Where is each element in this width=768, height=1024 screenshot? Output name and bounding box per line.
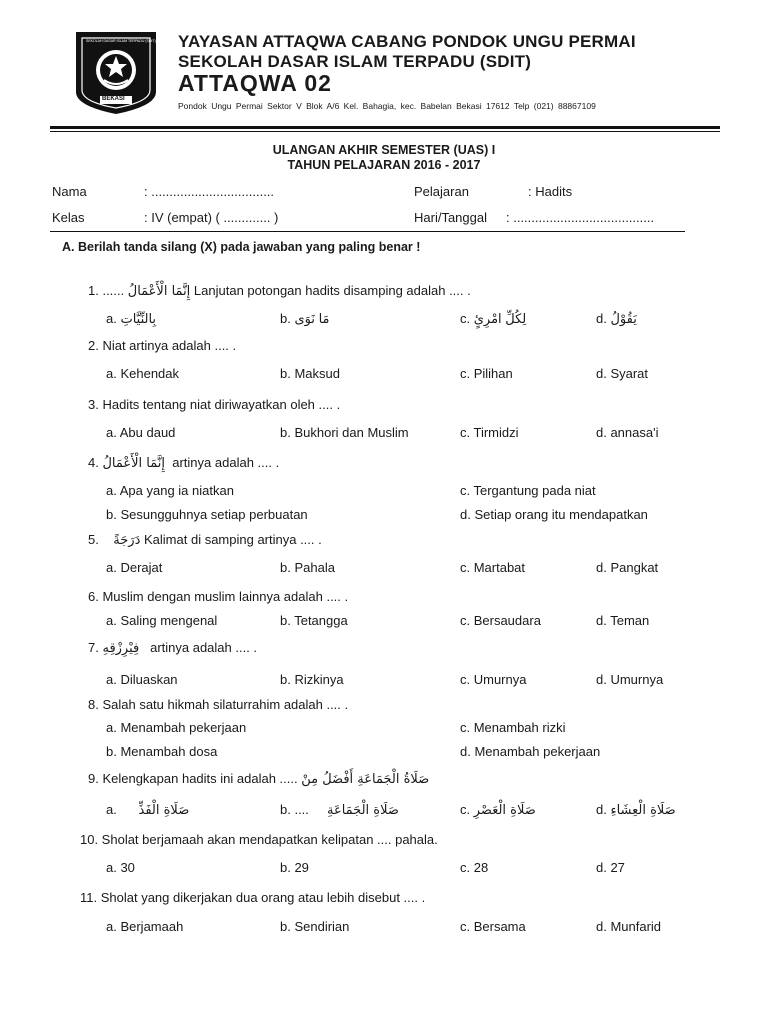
question-9-arabic: صَلَاةُ الْجَمَاعَةِ أَفْضَلُ مِنْ (301, 772, 430, 787)
question-5: 5. دَرَجَةً Kalimat di samping artinya .... . (88, 532, 322, 548)
question-7: 7. فِيْرِزْقِهِ artinya adalah .... . (88, 640, 258, 656)
q10-option-a[interactable]: a. 30 (106, 860, 135, 875)
kelas-label: Kelas (52, 210, 85, 225)
q3-option-c[interactable]: c. Tirmidzi (460, 425, 519, 440)
q5-option-a[interactable]: a. Derajat (106, 560, 163, 575)
q1-option-d[interactable]: d. يَقُوْلُ (596, 311, 637, 326)
q5-option-d[interactable]: d. Pangkat (596, 560, 659, 575)
q7-option-a[interactable]: a. Diluaskan (106, 672, 178, 687)
kelas-field[interactable]: : IV (empat) ( ............. ) (144, 210, 279, 225)
q1-option-b[interactable]: b. مَا نَوَى (280, 311, 330, 326)
q4-option-a[interactable]: a. Apa yang ia niatkan (106, 483, 234, 498)
q11-option-d[interactable]: d. Munfarid (596, 919, 662, 934)
question-7-arabic: فِيْرِزْقِهِ (102, 641, 140, 656)
q1-option-c[interactable]: c. لِكُلِّ امْرِئٍ (460, 311, 527, 326)
hari-label: Hari/Tanggal (414, 210, 487, 225)
header-divider-thick (50, 126, 720, 129)
q8-option-c[interactable]: c. Menambah rizki (460, 720, 566, 735)
exam-year: TAHUN PELAJARAN 2016 - 2017 (287, 158, 481, 172)
q9-option-a[interactable]: a. صَلَاةِ الْفَذِّ (106, 802, 190, 818)
q1-option-a[interactable]: a. بِالنِّيَّاتِ (106, 311, 157, 326)
logo-top-text: SEKOLAH DASAR ISLAM TERPADU (SDIT) ATTAQWA (86, 39, 174, 43)
foundation-name: YAYASAN ATTAQWA CABANG PONDOK UNGU PERMAI (178, 32, 636, 51)
q6-option-b[interactable]: b. Tetangga (280, 613, 348, 628)
q2-option-a[interactable]: a. Kehendak (106, 366, 180, 381)
q11-option-a[interactable]: a. Berjamaah (106, 919, 184, 934)
pelajaran-value: : Hadits (528, 184, 573, 199)
hari-field[interactable]: : ....................................... (506, 210, 655, 225)
q3-option-b[interactable]: b. Bukhori dan Muslim (280, 425, 409, 440)
school-name: SEKOLAH DASAR ISLAM TERPADU (SDIT) (178, 52, 532, 71)
question-4-arabic: إِنَّمَا الْأَعْمَالُ (102, 456, 166, 471)
q2-option-d[interactable]: d. Syarat (596, 366, 649, 381)
q11-option-b[interactable]: b. Sendirian (280, 919, 350, 934)
q2-option-b[interactable]: b. Maksud (280, 366, 340, 381)
q6-option-a[interactable]: a. Saling mengenal (106, 613, 218, 628)
q10-option-b[interactable]: b. 29 (280, 860, 309, 875)
question-2: 2. Niat artinya adalah .... . (88, 338, 237, 353)
info-divider (50, 231, 685, 232)
school-emblem-icon (74, 30, 174, 116)
q8-option-b[interactable]: b. Menambah dosa (106, 744, 218, 759)
question-9: 9. Kelengkapan hadits ini adalah ..... صَلَاةُ الْجَمَاعَةِ أَفْضَلُ مِنْ (88, 771, 430, 787)
question-4: 4. إِنَّمَا الْأَعْمَالُ artinya adalah .... . (88, 455, 280, 471)
question-11: 11. Sholat yang dikerjakan dua orang atau lebih disebut .... . (80, 890, 426, 905)
q5-option-b[interactable]: b. Pahala (280, 560, 335, 575)
q10-option-d[interactable]: d. 27 (596, 860, 625, 875)
q7-option-d[interactable]: d. Umurnya (596, 672, 664, 687)
header-divider-thin (50, 131, 720, 132)
school-branch: ATTAQWA 02 (178, 70, 332, 96)
q8-option-d[interactable]: d. Menambah pekerjaan (460, 744, 601, 759)
question-3: 3. Hadits tentang niat diriwayatkan oleh .... . (88, 397, 341, 412)
q4-option-c[interactable]: c. Tergantung pada niat (460, 483, 596, 498)
question-8: 8. Salah satu hikmah silaturrahim adalah .... . (88, 697, 349, 712)
question-5-arabic: دَرَجَةً (113, 533, 141, 548)
q2-option-c[interactable]: c. Pilihan (460, 366, 513, 381)
q9-option-d[interactable]: d. صَلَاةِ الْعِشَاءِ (596, 802, 676, 818)
q10-option-c[interactable]: c. 28 (460, 860, 489, 875)
q9-option-b[interactable]: b. .... صَلَاةِ الْجَمَاعَةِ (280, 802, 399, 818)
q5-option-c[interactable]: c. Martabat (460, 560, 526, 575)
question-10: 10. Sholat berjamaah akan mendapatkan kelipatan .... pahala. (80, 832, 438, 847)
logo-bottom-text: BEKASI (102, 96, 125, 102)
instruction: A. Berilah tanda silang (X) pada jawaban yang paling benar ! (62, 240, 421, 254)
q6-option-d[interactable]: d. Teman (596, 613, 650, 628)
nama-field[interactable]: : .................................. (144, 184, 275, 199)
q4-option-b[interactable]: b. Sesungguhnya setiap perbuatan (106, 507, 308, 522)
q11-option-c[interactable]: c. Bersama (460, 919, 526, 934)
q4-option-d[interactable]: d. Setiap orang itu mendapatkan (460, 507, 648, 522)
q7-option-c[interactable]: c. Umurnya (460, 672, 527, 687)
pelajaran-label: Pelajaran (414, 184, 469, 199)
school-address: Pondok Ungu Permai Sektor V Blok A/6 Kel. Bahagia, kec. Babelan Bekasi 17612 Telp (021) 88867109 (178, 101, 596, 111)
q3-option-d[interactable]: d. annasa'i (596, 425, 659, 440)
exam-title: ULANGAN AKHIR SEMESTER (UAS) I (272, 143, 496, 157)
question-6: 6. Muslim dengan muslim lainnya adalah .... . (88, 589, 349, 604)
q6-option-c[interactable]: c. Bersaudara (460, 613, 541, 628)
q9-option-c[interactable]: c. صَلَاةِ الْعَصْرِ (460, 802, 536, 818)
q8-option-a[interactable]: a. Menambah pekerjaan (106, 720, 247, 735)
q7-option-b[interactable]: b. Rizkinya (280, 672, 344, 687)
nama-label: Nama (52, 184, 87, 199)
q3-option-a[interactable]: a. Abu daud (106, 425, 176, 440)
question-1-arabic: إِنَّمَا الْأَعْمَالُ (127, 284, 191, 299)
question-1: 1. ...... إِنَّمَا الْأَعْمَالُ Lanjutan potongan hadits disamping adalah .... . (88, 283, 471, 299)
